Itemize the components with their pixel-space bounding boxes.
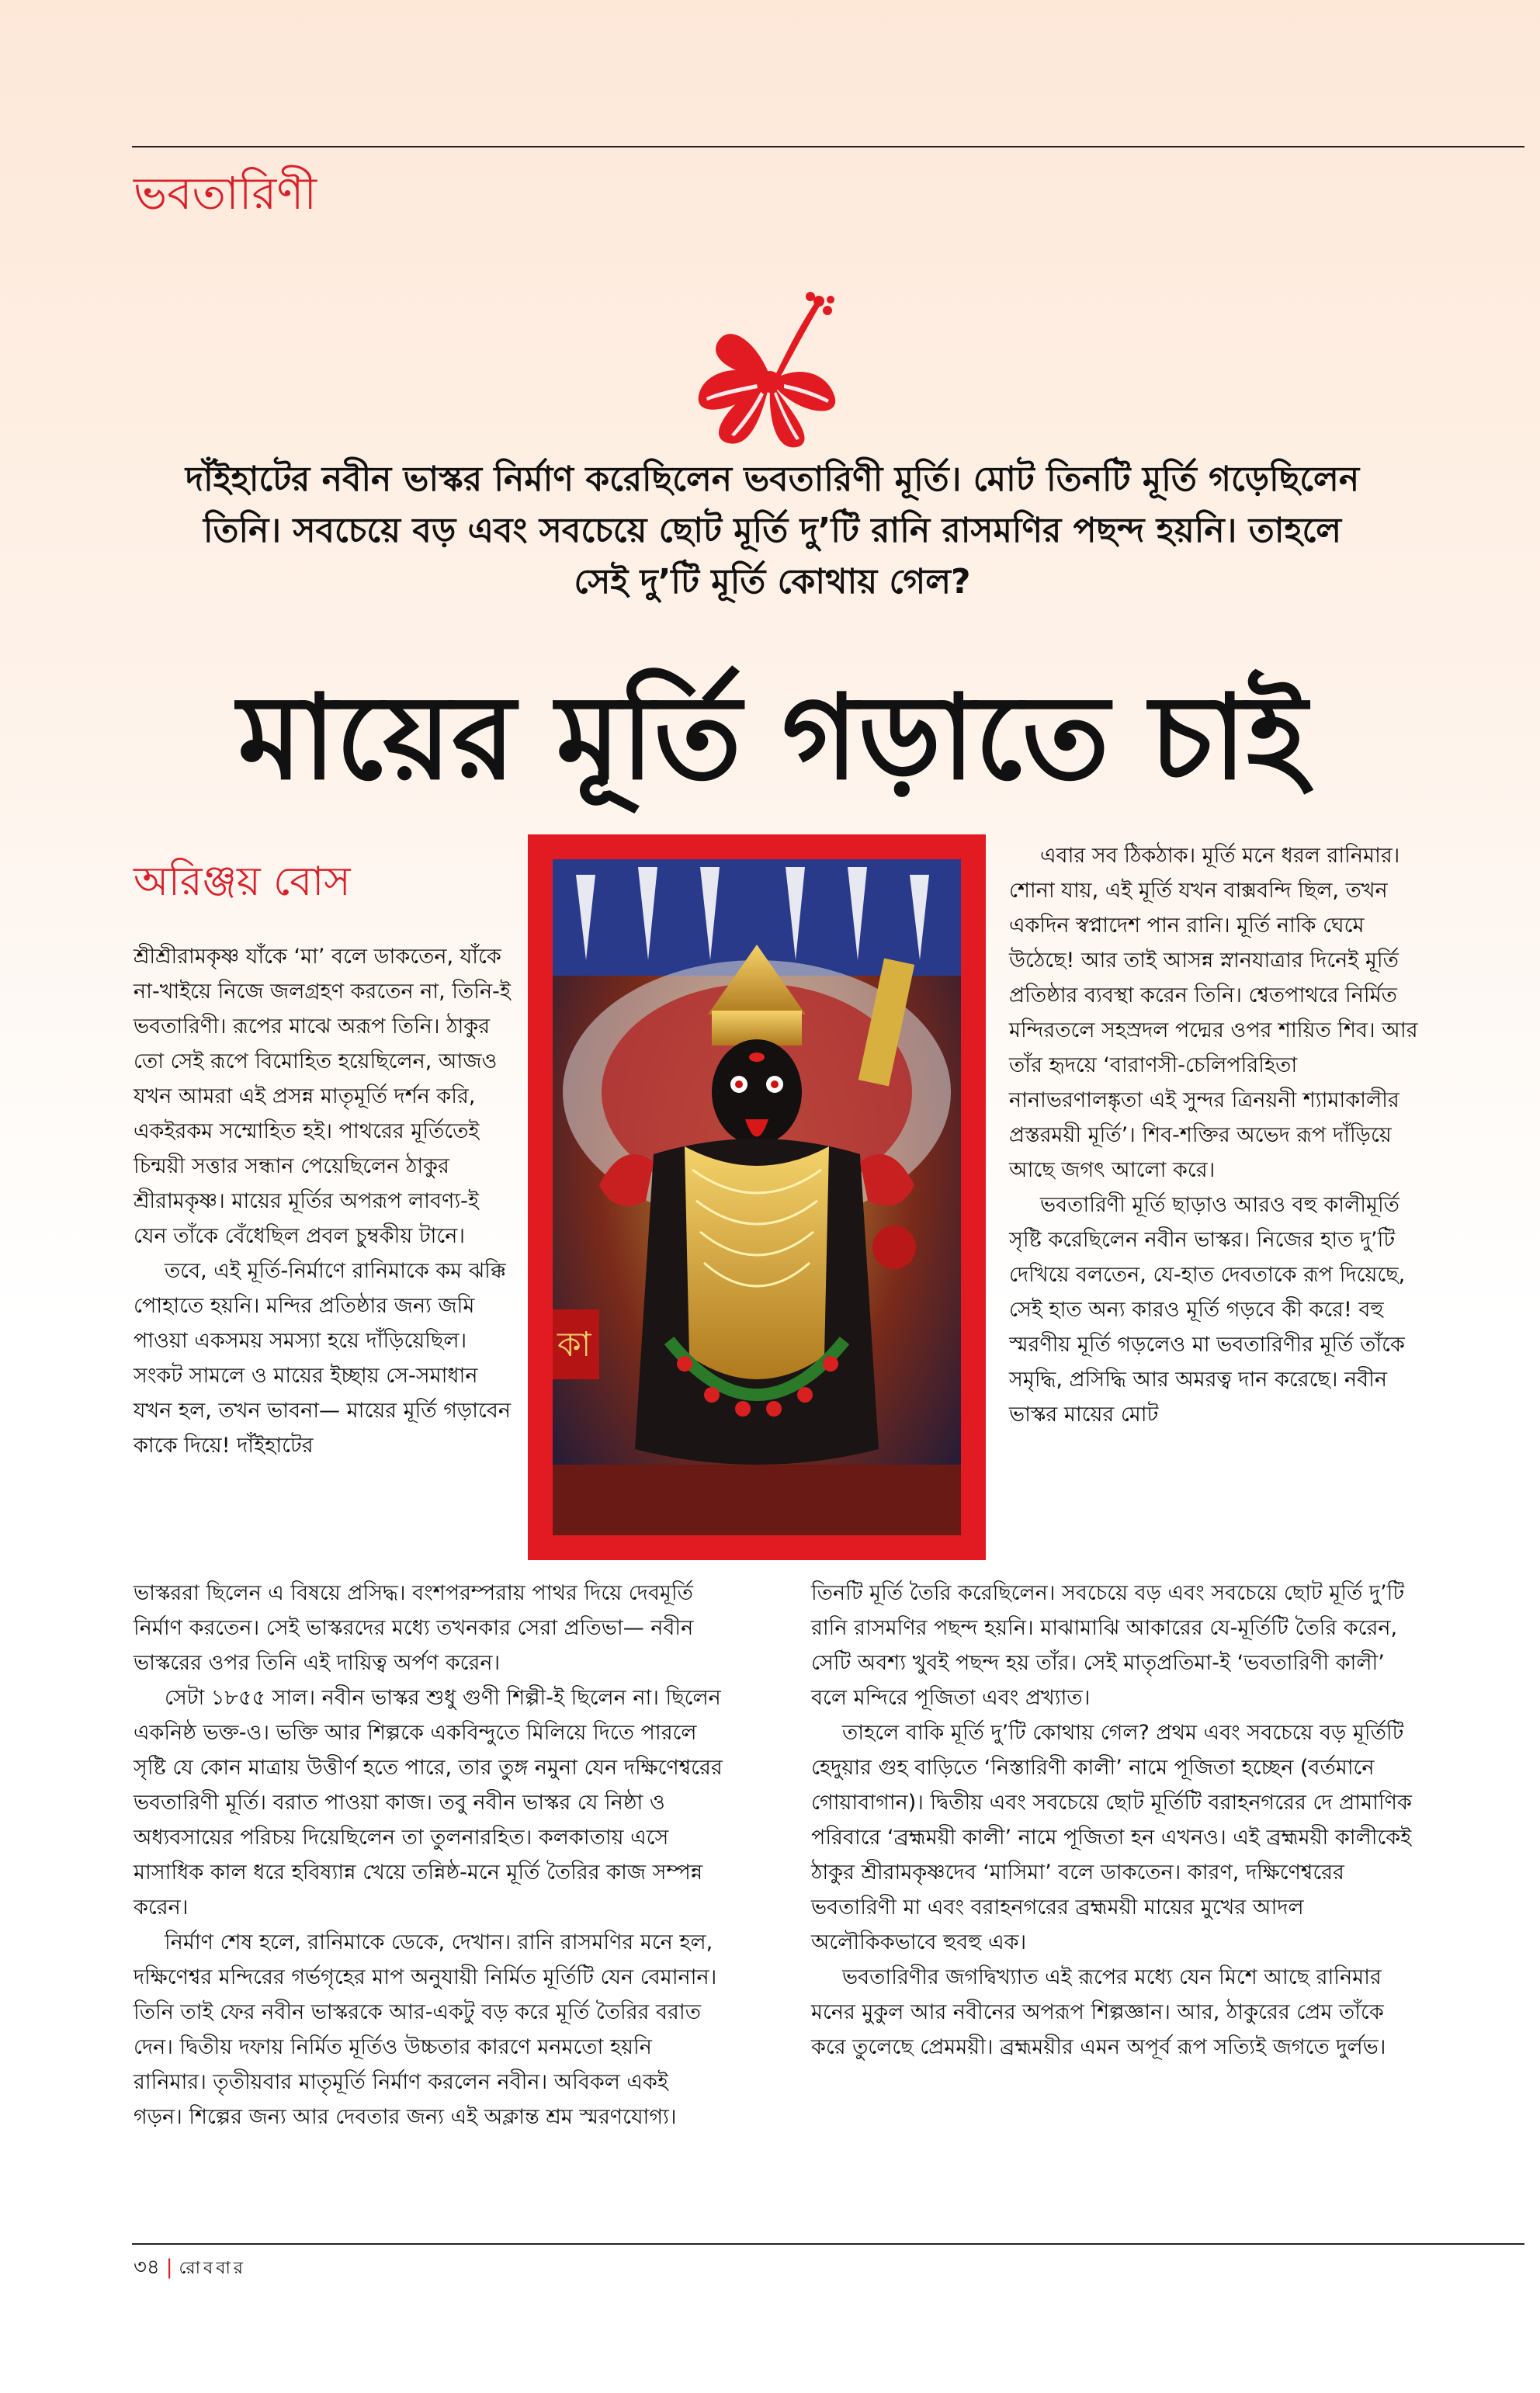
top-rule bbox=[132, 146, 1524, 147]
standfirst: দাঁইহাটের নবীন ভাস্কর নির্মাণ করেছিলেন ভবতারিণী মূর্তি। মোট তিনটি মূর্তি গড়েছিলেন তিনি। সবচেয়ে বড় এবং সবচেয়ে ছোট মূর্তি দু’টি রানি রাসমণির পছন্দ হয়নি। তাহলে সেই দু’টি মূর্তি কোথায় গেল? bbox=[185, 460, 1360, 602]
paragraph: তাহলে বাকি মূর্তি দু’টি কোথায় গেল? প্রথম এবং সবচেয়ে বড় মূর্তিটি হেদুয়ার গুহ বাড়িতে ‘নিস্তারিণী কালী’ নামে পূজিতা হচ্ছেন (বর্তমানে গোয়াবাগান)। দ্বিতীয় এবং সবচেয়ে ছোট মূর্তিটি বরাহনগরের দে প্রামাণিক পরিবারে ‘ব্রহ্মময়ী কালী’ নামে পূজিতা হন এখনও। এই ব্রহ্মময়ী কালীকেই ঠাকুর শ্রীরামকৃষ্ণদেব ‘মাসিমা’ বলে ডাকতেন। কারণ, দক্ষিণেশ্বরের ভবতারিণী মা এবং বরাহনগরের ব্রহ্মময়ী মায়ের মুখের আদল অলৌকিকভাবে হুবহু এক। bbox=[811, 1721, 1412, 1954]
paragraph: ভাস্কররা ছিলেন এ বিষয়ে প্রসিদ্ধ। বংশপরম্পরায় পাথর দিয়ে দেবমূর্তি নির্মাণ করতেন। সেই ভাস্করদের মধ্যে তখনকার সেরা প্রতিভা— নবীন ভাস্করের ওপর তিনি এই দায়িত্ব অর্পণ করেন। bbox=[134, 1581, 694, 1675]
paragraph: ভবতারিণীর জগদ্বিখ্যাত এই রূপের মধ্যে যেন মিশে আছে রানিমার মনের মুকুল আর নবীনের অপরূপ শিল্পজ্ঞান। আর, ঠাকুরের প্রেম তাঁকে করে তুলেছে প্রেমময়ী। ব্রহ্মময়ীর এমন অপূর্ব রূপ সত্যিই জগতে দুর্লভ। bbox=[811, 1965, 1386, 2059]
bottom-left-column bbox=[134, 1576, 723, 2135]
folio bbox=[134, 2251, 246, 2285]
headline: মায়ের মূর্তি গড়াতে চাই bbox=[238, 669, 1307, 806]
left-column-top bbox=[134, 939, 514, 1463]
paragraph: ভবতারিণী মূর্তি ছাড়াও আরও বহু কালীমূর্তি সৃষ্টি করেছিলেন নবীন ভাস্কর। নিজের হাত দু’টি দেখিয়ে বলতেন, যে-হাত দেবতাকে রূপ দিয়েছে, সেই হাত অন্য কারও মূর্তি গড়বে কী করে! বহু স্মরণীয় মূর্তি গড়লেও মা ভবতারিণীর মূর্তি তাঁকে সমৃদ্ধি, প্রসিদ্ধি আর অমরত্ব দান করেছে। নবীন ভাস্কর মায়ের মোট bbox=[1009, 1193, 1406, 1427]
folio-divider: | bbox=[165, 2256, 173, 2279]
photo-tile-text: কা bbox=[557, 1325, 591, 1365]
paragraph: শ্রীশ্রীরামকৃষ্ণ যাঁকে ‘মা’ বলে ডাকতেন, যাঁকে না-খাইয়ে নিজে জলগ্রহণ করতেন না, তিনি-ই ভবতারিণী। রূপের মাঝে অরূপ তিনি। ঠাকুর তো সেই রূপে বিমোহিত হয়েছিলেন, আজও যখন আমরা এই প্রসন্ন মাতৃমূর্তি দর্শন করি, একইরকম সম্মোহিত হই। পাথরের মূর্তিতেই চিন্ময়ী সত্তার সন্ধান পেয়েছিলেন ঠাকুর শ্রীরামকৃষ্ণ। মায়ের মূর্তির অপরূপ লাবণ্য-ই যেন তাঁকে বেঁধেছিল প্রবল চুম্বকীয় টানে। bbox=[134, 945, 511, 1248]
magazine-name: রোববার bbox=[179, 2259, 246, 2278]
paragraph: তিনটি মূর্তি তৈরি করেছিলেন। সবচেয়ে বড় এবং সবচেয়ে ছোট মূর্তি দু’টি রানি রাসমণির পছন্দ হয়নি। মাঝামাঝি আকারের যে-মূর্তিটি তৈরি করেন, সেটি অবশ্য খুবই পছন্দ হয় তাঁর। সেই মাতৃপ্রতিমা-ই ‘ভবতারিণী কালী’ বলে মন্দিরে পূজিতা এবং প্রখ্যাত। bbox=[811, 1581, 1405, 1710]
bottom-right-column bbox=[811, 1576, 1417, 2065]
paragraph: সেটা ১৮৫৫ সাল। নবীন ভাস্কর শুধু গুণী শিল্পী-ই ছিলেন না। ছিলেন একনিষ্ঠ ভক্ত-ও। ভক্তি আর শিল্পকে একবিন্দুতে মিলিয়ে দিতে পারলে সৃষ্টি যে কোন মাত্রায় উত্তীর্ণ হতে পারে, তার তুঙ্গ নমুনা যেন দক্ষিণেশ্বরের ভবতারিণী মূর্তি। বরাত পাওয়া কাজ। তবু নবীন ভাস্কর যে নিষ্ঠা ও অধ্যবসায়ের পরিচয় দিয়েছিলেন তা তুলনারহিত। কলকাতায় এসে মাসাধিক কাল ধরে হবিষ্যান্ন খেয়ে তন্নিষ্ঠ-মনে মূর্তি তৈরির কাজ সম্পন্ন করেন। bbox=[134, 1686, 723, 1920]
bottom-rule bbox=[132, 2243, 1524, 2245]
idol-photo bbox=[528, 834, 986, 1560]
paragraph: এবার সব ঠিকঠাক। মূর্তি মনে ধরল রানিমার। শোনা যায়, এই মূর্তি যখন বাক্সবন্দি ছিল, তখন একদিন স্বপ্নাদেশ পান রানি। মূর্তি নাকি ঘেমে উঠেছে! আর তাই আসন্ন স্নানযাত্রার দিনেই মূর্তি প্রতিষ্ঠার ব্যবস্থা করেন তিনি। শ্বেতপাথরে নির্মিত মন্দিরতলে সহস্রদল পদ্মের ওপর শায়িত শিব। আর তাঁর হৃদয়ে ‘বারাণসী-চেলিপরিহিতা নানাভরণালঙ্কৃতা এই সুন্দর ত্রিনয়নী শ্যামাকালীর প্রস্তরময়ী মূর্তি’। শিব-শক্তির অভেদ রূপ দাঁড়িয়ে আছে জগৎ আলো করে। bbox=[1009, 844, 1418, 1182]
right-column-top bbox=[1009, 838, 1420, 1432]
byline: অরিঞ্জয় বোস bbox=[134, 858, 351, 905]
section-tag: ভবতারিণী bbox=[134, 167, 317, 220]
hibiscus-icon bbox=[683, 287, 854, 450]
page-number: ৩৪ bbox=[134, 2256, 160, 2279]
kali-idol-image bbox=[553, 859, 961, 1535]
paragraph: নির্মাণ শেষ হলে, রানিমাকে ডেকে, দেখান। রানি রাসমণির মনে হল, দক্ষিণেশ্বর মন্দিরের গর্ভগৃহের মাপ অনুযায়ী নির্মিত মূর্তিটি যেন বেমানান। তিনি তাই ফের নবীন ভাস্করকে আর-একটু বড় করে মূর্তি তৈরির বরাত দেন। দ্বিতীয় দফায় নির্মিত মূর্তিও উচ্চতার কারণে মনমতো হয়নি রানিমার। তৃতীয়বার মাতৃমূর্তি নির্মাণ করলেন নবীন। অবিকল একই গড়ন। শিল্পের জন্য আর দেবতার জন্য এই অক্লান্ত শ্রম স্মরণযোগ্য। bbox=[134, 1930, 717, 2129]
paragraph: তবে, এই মূর্তি-নির্মাণে রানিমাকে কম ঝক্কি পোহাতে হয়নি। মন্দির প্রতিষ্ঠার জন্য জমি পাওয়া একসময় সমস্যা হয়ে দাঁড়িয়েছিল। সংকট সামলে ও মায়ের ইচ্ছায় সে-সমাধান যখন হল, তখন ভাবনা— মায়ের মূর্তি গড়াবেন কাকে দিয়ে! দাঁইহাটের bbox=[134, 1259, 512, 1458]
